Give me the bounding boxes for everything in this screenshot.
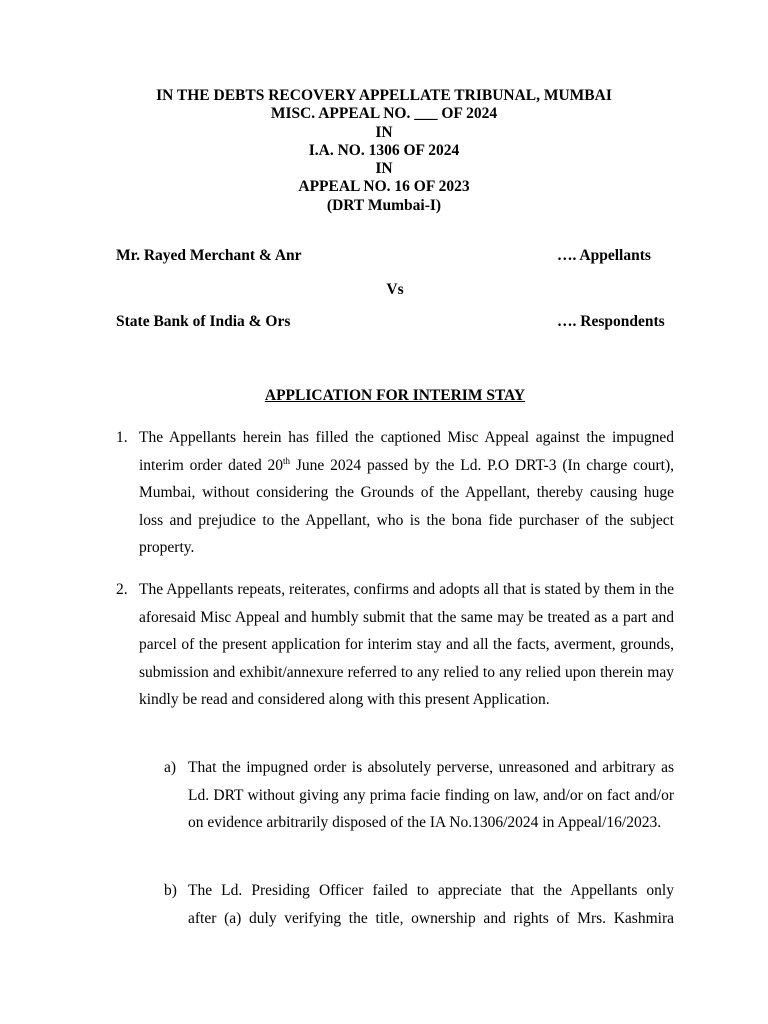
- case-heading: [0, 87, 768, 215]
- sub-paragraph-a: That the impugned order is absolutely perverse, unreasoned and arbitrary as Ld. DRT without giving any prima facie finding on law, and/or on fact and/or on evidence arbitrarily disposed of the IA No.1306/2024 in Appeal/16/2023.: [188, 759, 674, 831]
- sub-paragraph-b-line-1: The Ld. Presiding Officer failed to appreciate that the Appellants only: [188, 882, 674, 899]
- respondent-role: …. Respondents: [557, 313, 665, 330]
- versus-label: Vs: [386, 281, 404, 298]
- sub-paragraph-b: [188, 877, 674, 932]
- appeal-number: APPEAL NO. 16 OF 2023: [298, 178, 470, 196]
- application-title: APPLICATION FOR INTERIM STAY: [264, 387, 526, 404]
- sub-paragraph-b-line-2: after (a) duly verifying the title, ownership and rights of Mrs. Kashmira: [188, 909, 674, 927]
- paragraph-1-text-a: The Appellants herein has filled the captioned Misc Appeal against the impugned interim order dated 20: [139, 429, 674, 474]
- paragraph-2: The Appellants repeats, reiterates, confirms and adopts all that is stated by them in the aforesaid Misc Appeal and humbly submit that the same may be treated as a part and parcel of the present application for interim stay and all the facts, averment, grounds, submission and exhibit/annexure referred to any relied to any relied upon therein may kindly be read and considered along with this present Application.: [139, 581, 674, 708]
- appellant-role: …. Appellants: [557, 247, 651, 264]
- sub-paragraph-marker: b): [164, 882, 177, 899]
- appellant-name: Mr. Rayed Merchant & Anr: [116, 247, 302, 264]
- tribunal-name: IN THE DEBTS RECOVERY APPELLATE TRIBUNAL, MUMBAI: [156, 87, 612, 104]
- heading-in-1: IN: [375, 123, 393, 141]
- misc-appeal-number: MISC. APPEAL NO. ___ OF 2024: [270, 105, 498, 123]
- paragraph-1: [139, 424, 674, 562]
- ia-number: I.A. NO. 1306 OF 2024: [308, 141, 460, 159]
- paragraph-1-text-b: June 2024 passed by the Ld. P.O DRT-3 (In charge court), Mumbai, without considering the Grounds of the Appellant, thereby causing huge loss and prejudice to the Appellant, who is the bona fide purchaser of the subject property.: [139, 456, 674, 556]
- sub-paragraph-marker: a): [164, 759, 177, 776]
- paragraph-number: 1.: [116, 429, 128, 446]
- ordinal-superscript: th: [283, 455, 291, 466]
- heading-in-2: IN: [375, 160, 393, 178]
- paragraph-number: 2.: [116, 581, 128, 598]
- drt-bench: (DRT Mumbai-I): [326, 196, 442, 214]
- respondent-name: State Bank of India & Ors: [116, 313, 291, 330]
